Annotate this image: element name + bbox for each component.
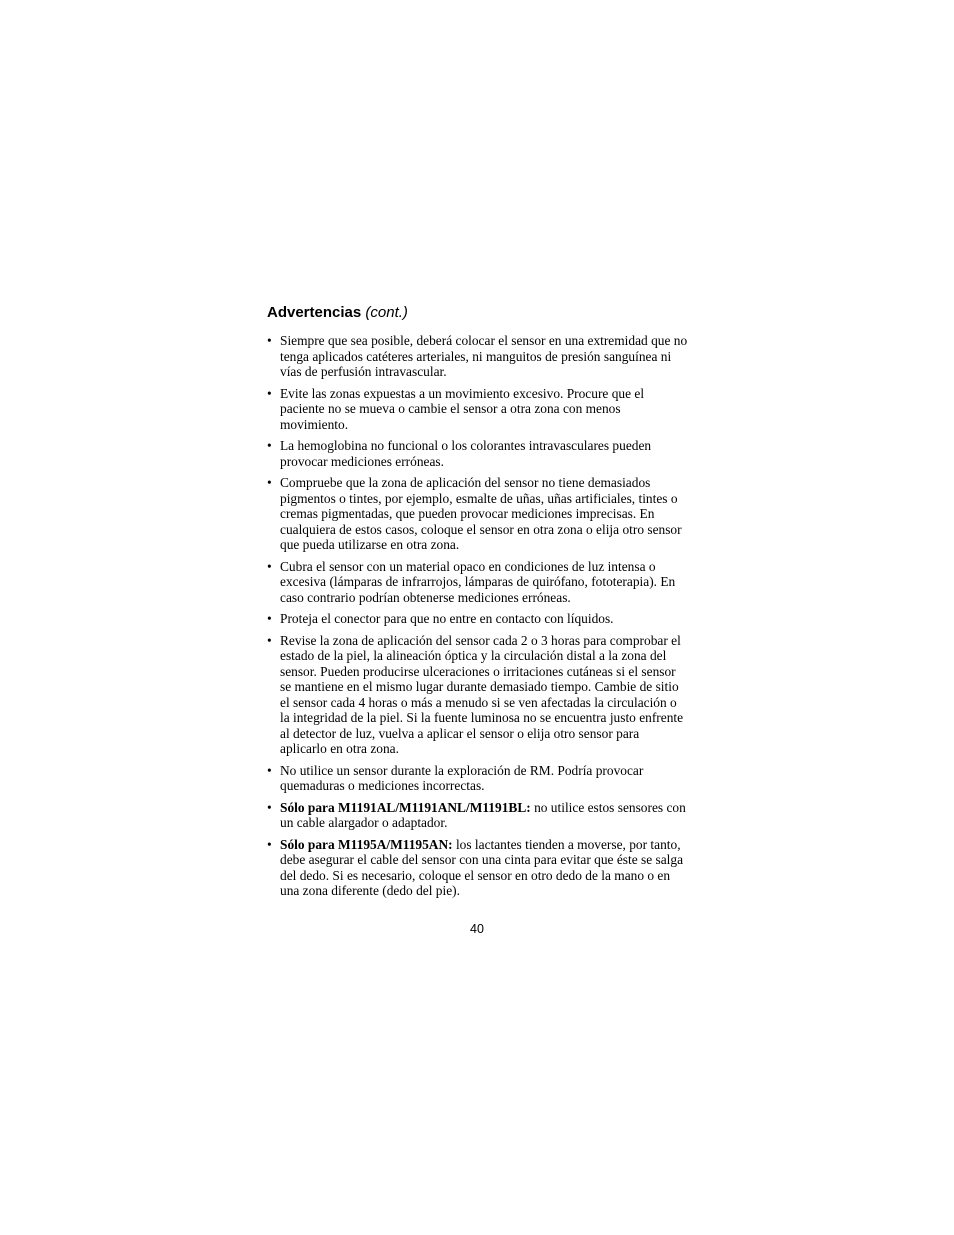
heading-title: Advertencias xyxy=(267,304,362,321)
warning-item xyxy=(267,333,689,380)
warning-text: no utilice estos sensores con un cable alargador o adaptador. xyxy=(280,799,686,830)
warning-item xyxy=(267,837,689,899)
warning-item xyxy=(267,611,689,627)
warning-item xyxy=(267,475,689,553)
warning-lead: Sólo para M1195A/M1195AN: xyxy=(280,836,453,852)
section-heading xyxy=(267,304,689,322)
warning-list xyxy=(267,333,689,899)
bullet-icon: • xyxy=(267,333,272,348)
bullet-icon: • xyxy=(267,762,272,778)
warning-text: los lactantes tienden a moverse, por tanto, debe asegurar el cable del sensor con una cinta para evitar que éste se salga del dedo. Si es necesario, coloque el sensor en otro dedo de la mano o en una zona diferente (dedo del pie). xyxy=(280,836,684,898)
bullet-icon: • xyxy=(267,475,272,490)
warning-text: Compruebe que la zona de aplicación del sensor no tiene demasiados pigmentos o tintes, por ejemplo, esmalte de uñas, uñas artificiales, tintes o cremas pigmentadas, que pueden provocar mediciones imprecisas. En cualquiera de estos casos, coloque el sensor en otra zona o elija otro sensor que pueda utilizarse en otra zona. xyxy=(280,475,682,552)
bullet-icon: • xyxy=(267,799,272,815)
page-content xyxy=(267,304,689,905)
bullet-icon: • xyxy=(267,611,272,626)
heading-cont: (cont.) xyxy=(365,304,408,321)
warning-text: Cubra el sensor con un material opaco en condiciones de luz intensa o excesiva (lámparas de infrarrojos, lámparas de quirófano, fototerapia). En caso contrario podrían obtenerse mediciones erróneas. xyxy=(280,558,676,605)
warning-text: No utilice un sensor durante la exploración de RM. Podría provocar quemaduras o mediciones incorrectas. xyxy=(280,762,644,793)
warning-item xyxy=(267,386,689,433)
bullet-icon: • xyxy=(267,385,272,401)
warning-item xyxy=(267,763,689,794)
page-number: 40 xyxy=(470,922,484,936)
warning-item xyxy=(267,800,689,831)
warning-item xyxy=(267,438,689,469)
bullet-icon: • xyxy=(267,632,272,648)
warning-text: Revise la zona de aplicación del sensor cada 2 o 3 horas para comprobar el estado de la piel, la alineación óptica y la circulación distal a la zona del sensor. Pueden producirse ulceraciones o irritaciones cutáneas si el sensor se mantiene en el mismo lugar durante demasiado tiempo. Cambie de sitio el sensor cada 4 horas o más a menudo si se ven afectadas la circulación o la integridad de la piel. Si la fuente luminosa no se encuentra justo enfrente al detector de luz, vuelva a aplicar el sensor o elija otro sensor para aplicarlo en otra zona. xyxy=(280,632,684,756)
bullet-icon: • xyxy=(267,836,272,852)
warning-lead: Sólo para M1191AL/M1191ANL/M1191BL: xyxy=(280,799,531,815)
warning-text: Evite las zonas expuestas a un movimiento excesivo. Procure que el paciente no se mueva o cambie el sensor a otra zona con menos movimiento. xyxy=(280,385,645,432)
bullet-icon: • xyxy=(267,438,272,453)
warning-text: La hemoglobina no funcional o los colorantes intravasculares pueden provocar mediciones erróneas. xyxy=(280,438,652,469)
warning-text: Siempre que sea posible, deberá colocar el sensor en una extremidad que no tenga aplicados catéteres arteriales, ni manguitos de presión sanguínea ni vías de perfusión intravascular. xyxy=(280,333,688,379)
warning-item xyxy=(267,559,689,606)
bullet-icon: • xyxy=(267,558,272,574)
warning-text: Proteja el conector para que no entre en contacto con líquidos. xyxy=(280,611,614,626)
warning-item xyxy=(267,633,689,757)
